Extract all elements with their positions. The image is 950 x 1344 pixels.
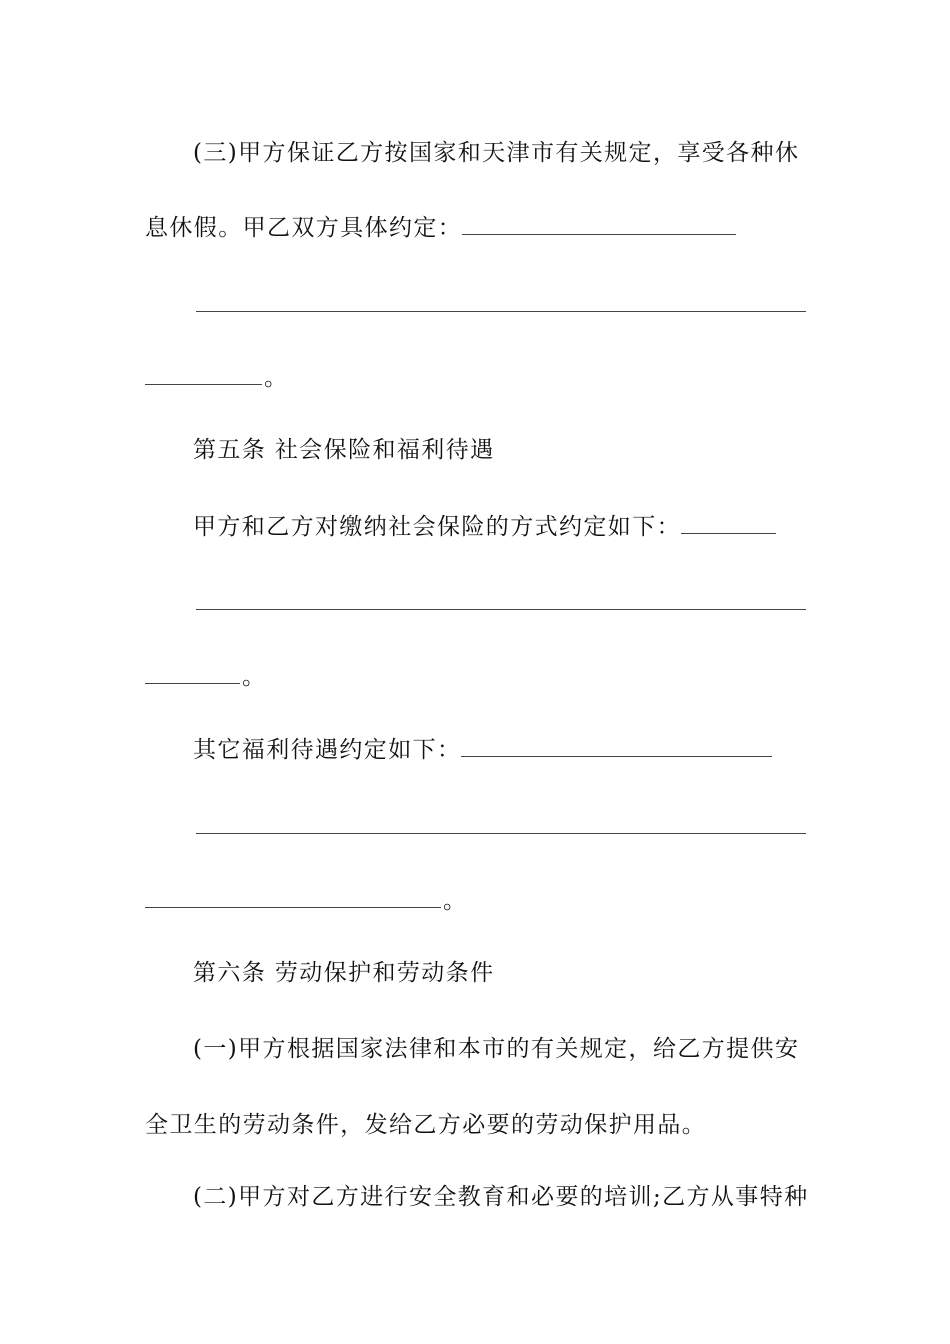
- paragraph-line: 。: [145, 886, 467, 916]
- paragraph-line: 甲方和乙方对缴纳社会保险的方式约定如下：: [193, 512, 778, 542]
- paragraph-line: (三)甲方保证乙方按国家和天津市有关规定，享受各种休: [193, 140, 800, 166]
- paragraph-line: 其它福利待遇约定如下：: [193, 735, 774, 765]
- paragraph-line: 。: [145, 363, 288, 393]
- fill-blank[interactable]: [196, 833, 806, 834]
- paragraph-line: 息休假。甲乙双方具体约定：: [145, 213, 738, 243]
- fill-blank[interactable]: [145, 683, 240, 684]
- fill-blank[interactable]: [145, 907, 441, 908]
- fill-blank[interactable]: [681, 533, 776, 534]
- paragraph-line: (二)甲方对乙方进行安全教育和必要的培训;乙方从事特种: [193, 1184, 809, 1210]
- fill-blank[interactable]: [196, 311, 806, 312]
- section-heading: 第五条 社会保险和福利待遇: [193, 437, 495, 463]
- fill-blank[interactable]: [145, 384, 262, 385]
- fill-blank[interactable]: [461, 756, 772, 757]
- fill-blank[interactable]: [196, 609, 806, 610]
- paragraph-line: (一)甲方根据国家法律和本市的有关规定，给乙方提供安: [193, 1036, 800, 1062]
- fill-blank[interactable]: [462, 234, 736, 235]
- paragraph-line: 全卫生的劳动条件，发给乙方必要的劳动保护用品。: [145, 1112, 707, 1138]
- section-heading: 第六条 劳动保护和劳动条件: [193, 960, 495, 986]
- paragraph-line: 。: [145, 662, 266, 692]
